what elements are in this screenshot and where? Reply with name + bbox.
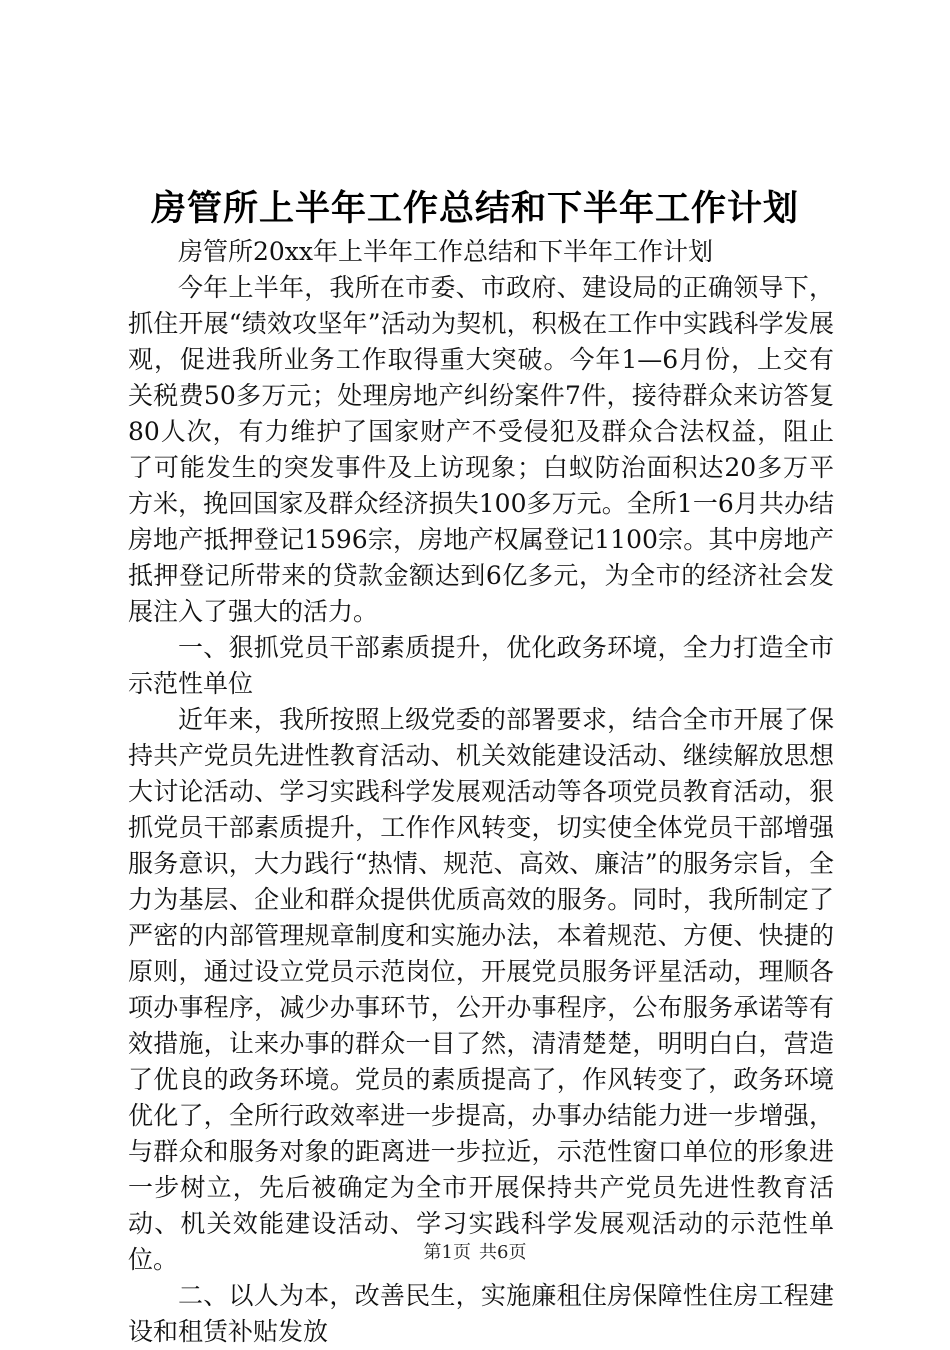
page-footer [0, 1240, 950, 1266]
document-title: 房管所上半年工作总结和下半年工作计划 [150, 188, 799, 229]
section-heading-2: 二、以人为本，改善民生，实施廉租住房保障性住房工程建设和租赁补贴发放 [128, 1281, 834, 1346]
paragraph-subtitle: 房管所20xx年上半年工作总结和下半年工作计划 [178, 237, 714, 266]
paragraph-section-1: 近年来，我所按照上级党委的部署要求，结合全市开展了保持共产党员先进性教育活动、机关效能建设活动、继续解放思想大讨论活动、学习实践科学发展观活动等各项党员教育活动，狠抓党员干部素质提升，工作作风转变，切实使全体党员干部增强服务意识，大力践行“热情、规范、高效、廉洁”的服务宗旨，全力为基层、企业和群众提供优质高效的服务。同时，我所制定了严密的内部管理规章制度和实施办法，本着规范、方便、快捷的原则，通过设立党员示范岗位，开展党员服务评星活动，理顺各项办事程序，减少办事环节，公开办事程序，公布服务承诺等有效措施，让来办事的群众一目了然，清清楚楚，明明白白，营造了优良的政务环境。党员的素质提高了，作风转变了，政务环境优化了，全所行政效率进一步提高，办事办结能力进一步增强，与群众和服务对象的距离进一步拉近，示范性窗口单位的形象进一步树立，先后被确定为全市开展保持共产党员先进性教育活动、机关效能建设活动、学习实践科学发展观活动的示范性单位。 [128, 705, 834, 1274]
page-number: 第1页 [423, 1242, 471, 1263]
document-body [128, 234, 834, 1350]
paragraph-summary: 今年上半年，我所在市委、市政府、建设局的正确领导下，抓住开展“绩效攻坚年”活动为契机，积极在工作中实践科学发展观，促进我所业务工作取得重大突破。今年1—6月份，上交有关税费50多万元；处理房地产纠纷案件7件，接待群众来访答复80人次，有力维护了国家财产不受侵犯及群众合法权益，阻止了可能发生的突发事件及上访现象；白蚁防治面积达20多万平方米，挽回国家及群众经济损失100多万元。全所1一6月共办结房地产抵押登记1596宗，房地产权属登记1100宗。其中房地产抵押登记所带来的贷款金额达到6亿多元，为全市的经济社会发展注入了强大的活力。 [128, 273, 834, 626]
page-total: 共6页 [479, 1242, 527, 1263]
section-heading-1: 一、狠抓党员干部素质提升，优化政务环境，全力打造全市示范性单位 [128, 633, 834, 698]
